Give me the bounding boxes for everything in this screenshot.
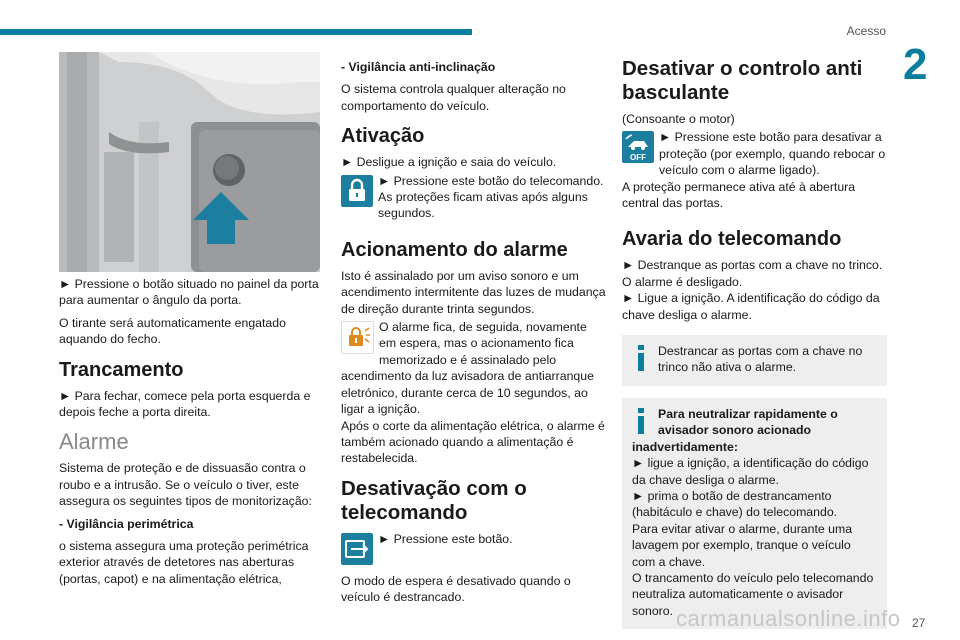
unlock-icon [341,533,373,565]
note-2-lavagem-text: Para evitar ativar o alarme, durante uma lavagem por exemplo, tranque o veículo com a chave. [632,521,853,569]
anti-inclinacao-text: O sistema controla qualquer alteração no comportamento do veículo. [341,82,566,113]
note-2-trancamento-text: O trancamento do veículo pelo telecomando neutraliza automaticamente o avisador sonoro. [632,570,874,618]
ativacao-step-2: ► Pressione este botão do telecomando. As proteções ficam ativas após alguns segundos. [378,173,604,221]
perimetrica-text: o sistema assegura uma proteção perimétrica exterior através de detetores nas aberturas (portas, capot) e na alimentação elétrica, [59,539,309,586]
lock-icon [341,175,373,207]
off-label: OFF [630,153,646,163]
acionamento-memorizado-text: O alarme fica, de seguida, novamente em espera, mas o acionamento fica memorizado e é assinalado pelo acendimento da luz avisadora de antiarranque eletrónico, durante cerca de 10 segundos, ao ligar a ignição. [341,320,594,417]
door-tie-rod-text: O tirante será automaticamente engatado aquando do fecho. [59,315,286,347]
heading-alarme: Alarme [59,429,129,455]
chapter-number: 2 [903,40,928,89]
desativar-step: ► Pressione este botão para desativar a proteção (por exemplo, quando rebocar o veículo com o alarme ligado). [659,130,886,178]
alarm-warning-icon [341,321,374,354]
heading-ativacao: Ativação [341,125,425,148]
watermark: carmanualsonline.info [676,606,901,631]
avaria-step-1: ► Destranque as portas com a chave no trinco. O alarme é desligado. [622,258,883,289]
acionamento-text: Isto é assinalado por um aviso sonoro e um acendimento intermitente das luzes de mudança de direção durante trinta segundos. [341,268,606,316]
acionamento-alimentacao-text: Após o corte da alimentação elétrica, o alarme é também acionado quando a alimentação é restabelecida. [341,418,605,466]
tilt-off-icon [622,131,654,163]
column-3 [622,57,887,639]
alarme-intro: Sistema de proteção e de dissuasão contra o roubo e a intrusão. Se o veículo o tiver, este assegura os seguintes tipos de monitorização: [59,461,312,509]
note-1-text: Destrancar as portas com a chave no trinco não ativa o alarme. [658,344,863,375]
heading-desativacao: Desativação com o telecomando [341,476,527,524]
heading-trancamento: Trancamento [59,358,184,381]
desativacao-text: O modo de espera é desativado quando o veículo é destrancado. [341,573,571,605]
heading-acionamento: Acionamento do alarme [341,238,568,261]
desativacao-step: ► Pressione este botão. [378,531,513,546]
ativacao-step-1: ► Desligue a ignição e saia do veículo. [341,155,557,170]
note-2-step-1: ► ligue a ignição, a identificação do código da chave desliga o alarme. [632,456,869,487]
avaria-step-2: ► Ligue a ignição. A identificação do código da chave desliga o alarme. [622,291,880,322]
info-icon [632,408,650,434]
column-1 [59,276,321,593]
note-2-step-2: ► prima o botão de destrancamento (habitáculo e chave) do telecomando. [632,488,838,520]
info-icon [632,345,650,371]
info-note-2 [622,398,887,629]
page-number: 27 [912,616,926,630]
header-accent-bar [0,29,472,35]
heading-desativar-anti-basculante: Desativar o controlo anti basculante [622,57,863,104]
protecao-ativa-text: A proteção permanece ativa até à abertura central das portas. [622,179,856,211]
consoante-motor-text: (Consoante o motor) [622,112,735,126]
section-name: Acesso [846,24,886,38]
trancamento-text: ► Para fechar, comece pela porta esquerda e depois feche a porta direita. [59,388,311,420]
door-angle-instruction: ► Pressione o botão situado no painel da porta para aumentar o ângulo da porta. [59,277,319,308]
subheading-anti-inclinacao: - Vigilância anti-inclinação [341,60,496,74]
column-2 [341,59,606,612]
info-note-1 [622,335,887,386]
heading-avaria: Avaria do telecomando [622,228,842,251]
door-panel-photo [59,52,320,272]
note-2-title: Para neutralizar rapidamente o avisador sonoro acionado inadvertidamente: [632,406,838,454]
subheading-perimetrica: - Vigilância perimétrica [59,516,194,531]
